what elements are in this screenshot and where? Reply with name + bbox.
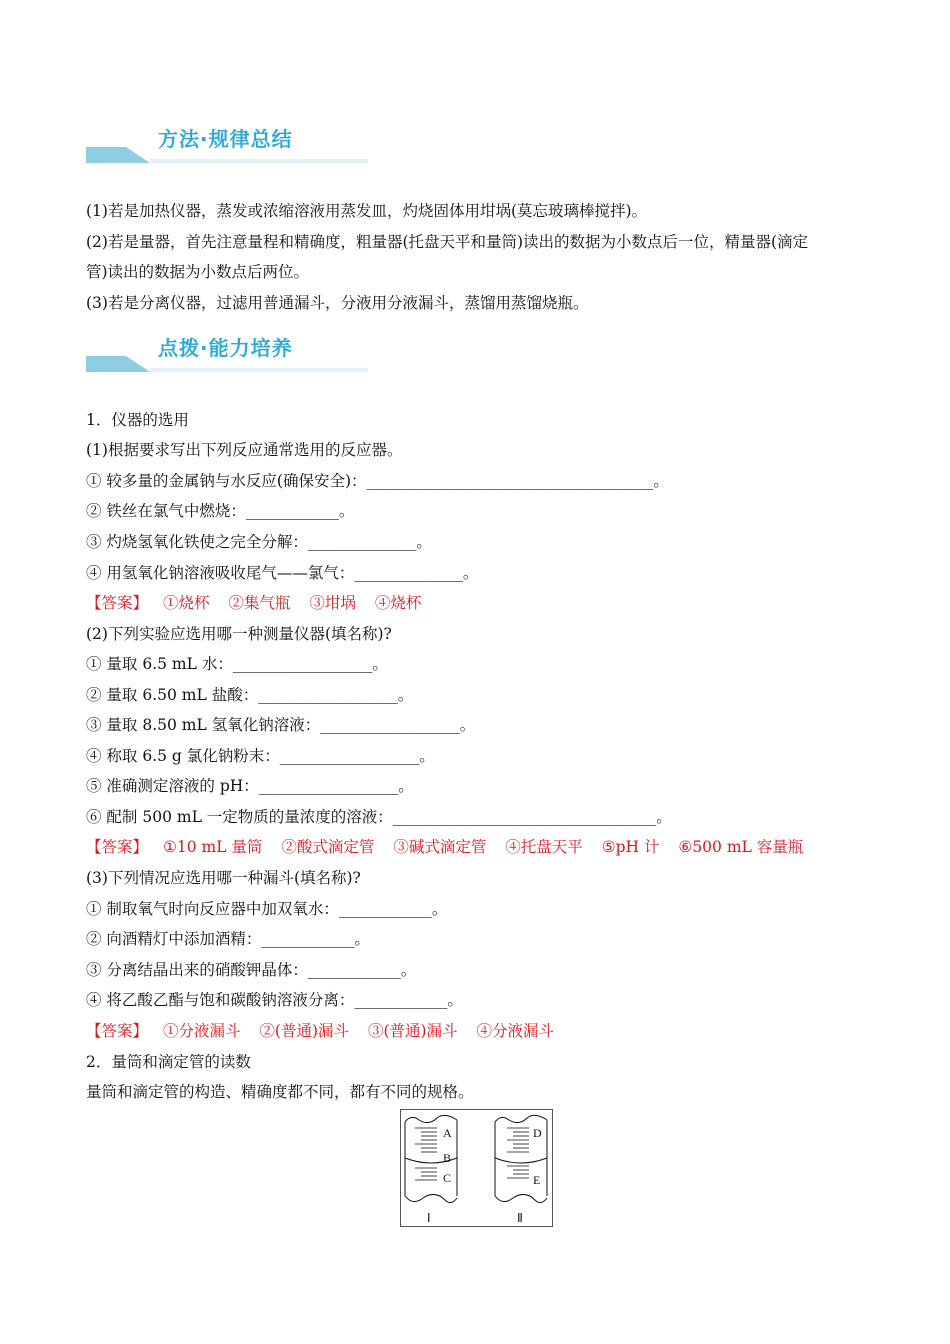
tube-two-graduations <box>507 1128 529 1178</box>
answer-item: ⑥500 mL 容量瓶 <box>678 838 804 856</box>
answer-item: ①分液漏斗 <box>162 1022 241 1040</box>
question-item: ④ 用氢氧化钠溶液吸收尾气——氯气：______________。 <box>86 564 479 582</box>
question-item: ③ 量取 8.50 mL 氢氧化钠溶液：__________________。 <box>86 716 476 734</box>
question-item: ② 量取 6.50 mL 盐酸：__________________。 <box>86 686 414 704</box>
summary-line: (1)若是加热仪器，蒸发或浓缩溶液用蒸发皿，灼烧固体用坩埚(莫忘玻璃棒搅拌)。 <box>86 202 648 220</box>
question-item: ④ 将乙酸乙酯与饱和碳酸钠溶液分离：____________。 <box>86 991 463 1009</box>
answer-item: ④托盘天平 <box>505 838 583 856</box>
question-item: ① 量取 6.5 mL 水：__________________。 <box>86 655 388 673</box>
question-item: ② 向酒精灯中添加酒精：____________。 <box>86 930 370 948</box>
question-text: 量筒和滴定管的构造、精确度都不同，都有不同的规格。 <box>86 1083 474 1101</box>
caption-one: Ⅰ <box>427 1211 431 1225</box>
question-item: ③ 灼烧氢氧化铁使之完全分解：______________。 <box>86 533 432 551</box>
question-item: ③ 分离结晶出来的硝酸钾晶体：____________。 <box>86 961 417 979</box>
label-b: B <box>443 1151 452 1165</box>
tube-one-graduations <box>415 1128 437 1180</box>
section-banner-ability <box>86 332 368 372</box>
question-heading: 2．量筒和滴定管的读数 <box>86 1053 251 1071</box>
section-title: 点拨·能力培养 <box>158 336 293 360</box>
label-c: C <box>443 1171 452 1185</box>
banner-decoration <box>86 356 368 372</box>
label-a: A <box>443 1126 452 1140</box>
summary-line: (3)若是分离仪器，过滤用普通漏斗，分液用分液漏斗，蒸馏用蒸馏烧瓶。 <box>86 294 589 312</box>
answer-item: ①10 mL 量筒 <box>162 838 263 856</box>
question-prompt: (2)下列实验应选用哪一种测量仪器(填名称)? <box>86 625 392 643</box>
section-banner-method <box>86 123 368 163</box>
question-item: ⑤ 准确测定溶液的 pH：__________________。 <box>86 777 414 795</box>
answer-tag: 【答案】 <box>86 1022 149 1040</box>
answer-line <box>86 1021 568 1041</box>
answer-item: ①烧杯 <box>162 594 210 612</box>
answer-tag: 【答案】 <box>86 838 149 856</box>
reading-figure <box>400 1109 553 1227</box>
answer-tag: 【答案】 <box>86 594 149 612</box>
answer-line <box>86 593 435 613</box>
answer-line <box>86 837 817 857</box>
question-item: ④ 称取 6.5 g 氯化钠粉末：__________________。 <box>86 747 435 765</box>
summary-line: 管)读出的数据为小数点后两位。 <box>86 263 310 281</box>
banner-decoration <box>86 147 368 163</box>
question-item: ⑥ 配制 500 mL 一定物质的量浓度的溶液：__________________________________。 <box>86 808 672 826</box>
answer-item: ③碱式滴定管 <box>393 838 487 856</box>
answer-item: ②酸式滴定管 <box>281 838 375 856</box>
answer-item: ②(普通)漏斗 <box>259 1022 350 1040</box>
summary-line: (2)若是量器，首先注意量程和精确度，粗量器(托盘天平和量筒)读出的数据为小数点后一位，精量器(滴定 <box>86 233 809 251</box>
answer-item: ④烧杯 <box>374 594 422 612</box>
answer-item: ③(普通)漏斗 <box>367 1022 458 1040</box>
question-item: ① 较多量的金属钠与水反应(确保安全)：_____________________________________。 <box>86 472 669 490</box>
section-title: 方法·规律总结 <box>158 127 293 151</box>
answer-item: ②集气瓶 <box>228 594 291 612</box>
answer-item: ⑤pH 计 <box>601 838 660 856</box>
question-prompt: (3)下列情况应选用哪一种漏斗(填名称)? <box>86 869 361 887</box>
answer-item: ④分液漏斗 <box>476 1022 555 1040</box>
label-e: E <box>533 1173 541 1187</box>
question-item: ② 铁丝在氯气中燃烧：____________。 <box>86 502 355 520</box>
answer-item: ③坩埚 <box>309 594 356 612</box>
caption-two: Ⅱ <box>517 1211 523 1225</box>
question-item: ① 制取氧气时向反应器中加双氧水：____________。 <box>86 900 448 918</box>
label-d: D <box>533 1126 542 1140</box>
question-heading: 1．仪器的选用 <box>86 411 189 429</box>
question-prompt: (1)根据要求写出下列反应通常选用的反应器。 <box>86 441 403 459</box>
